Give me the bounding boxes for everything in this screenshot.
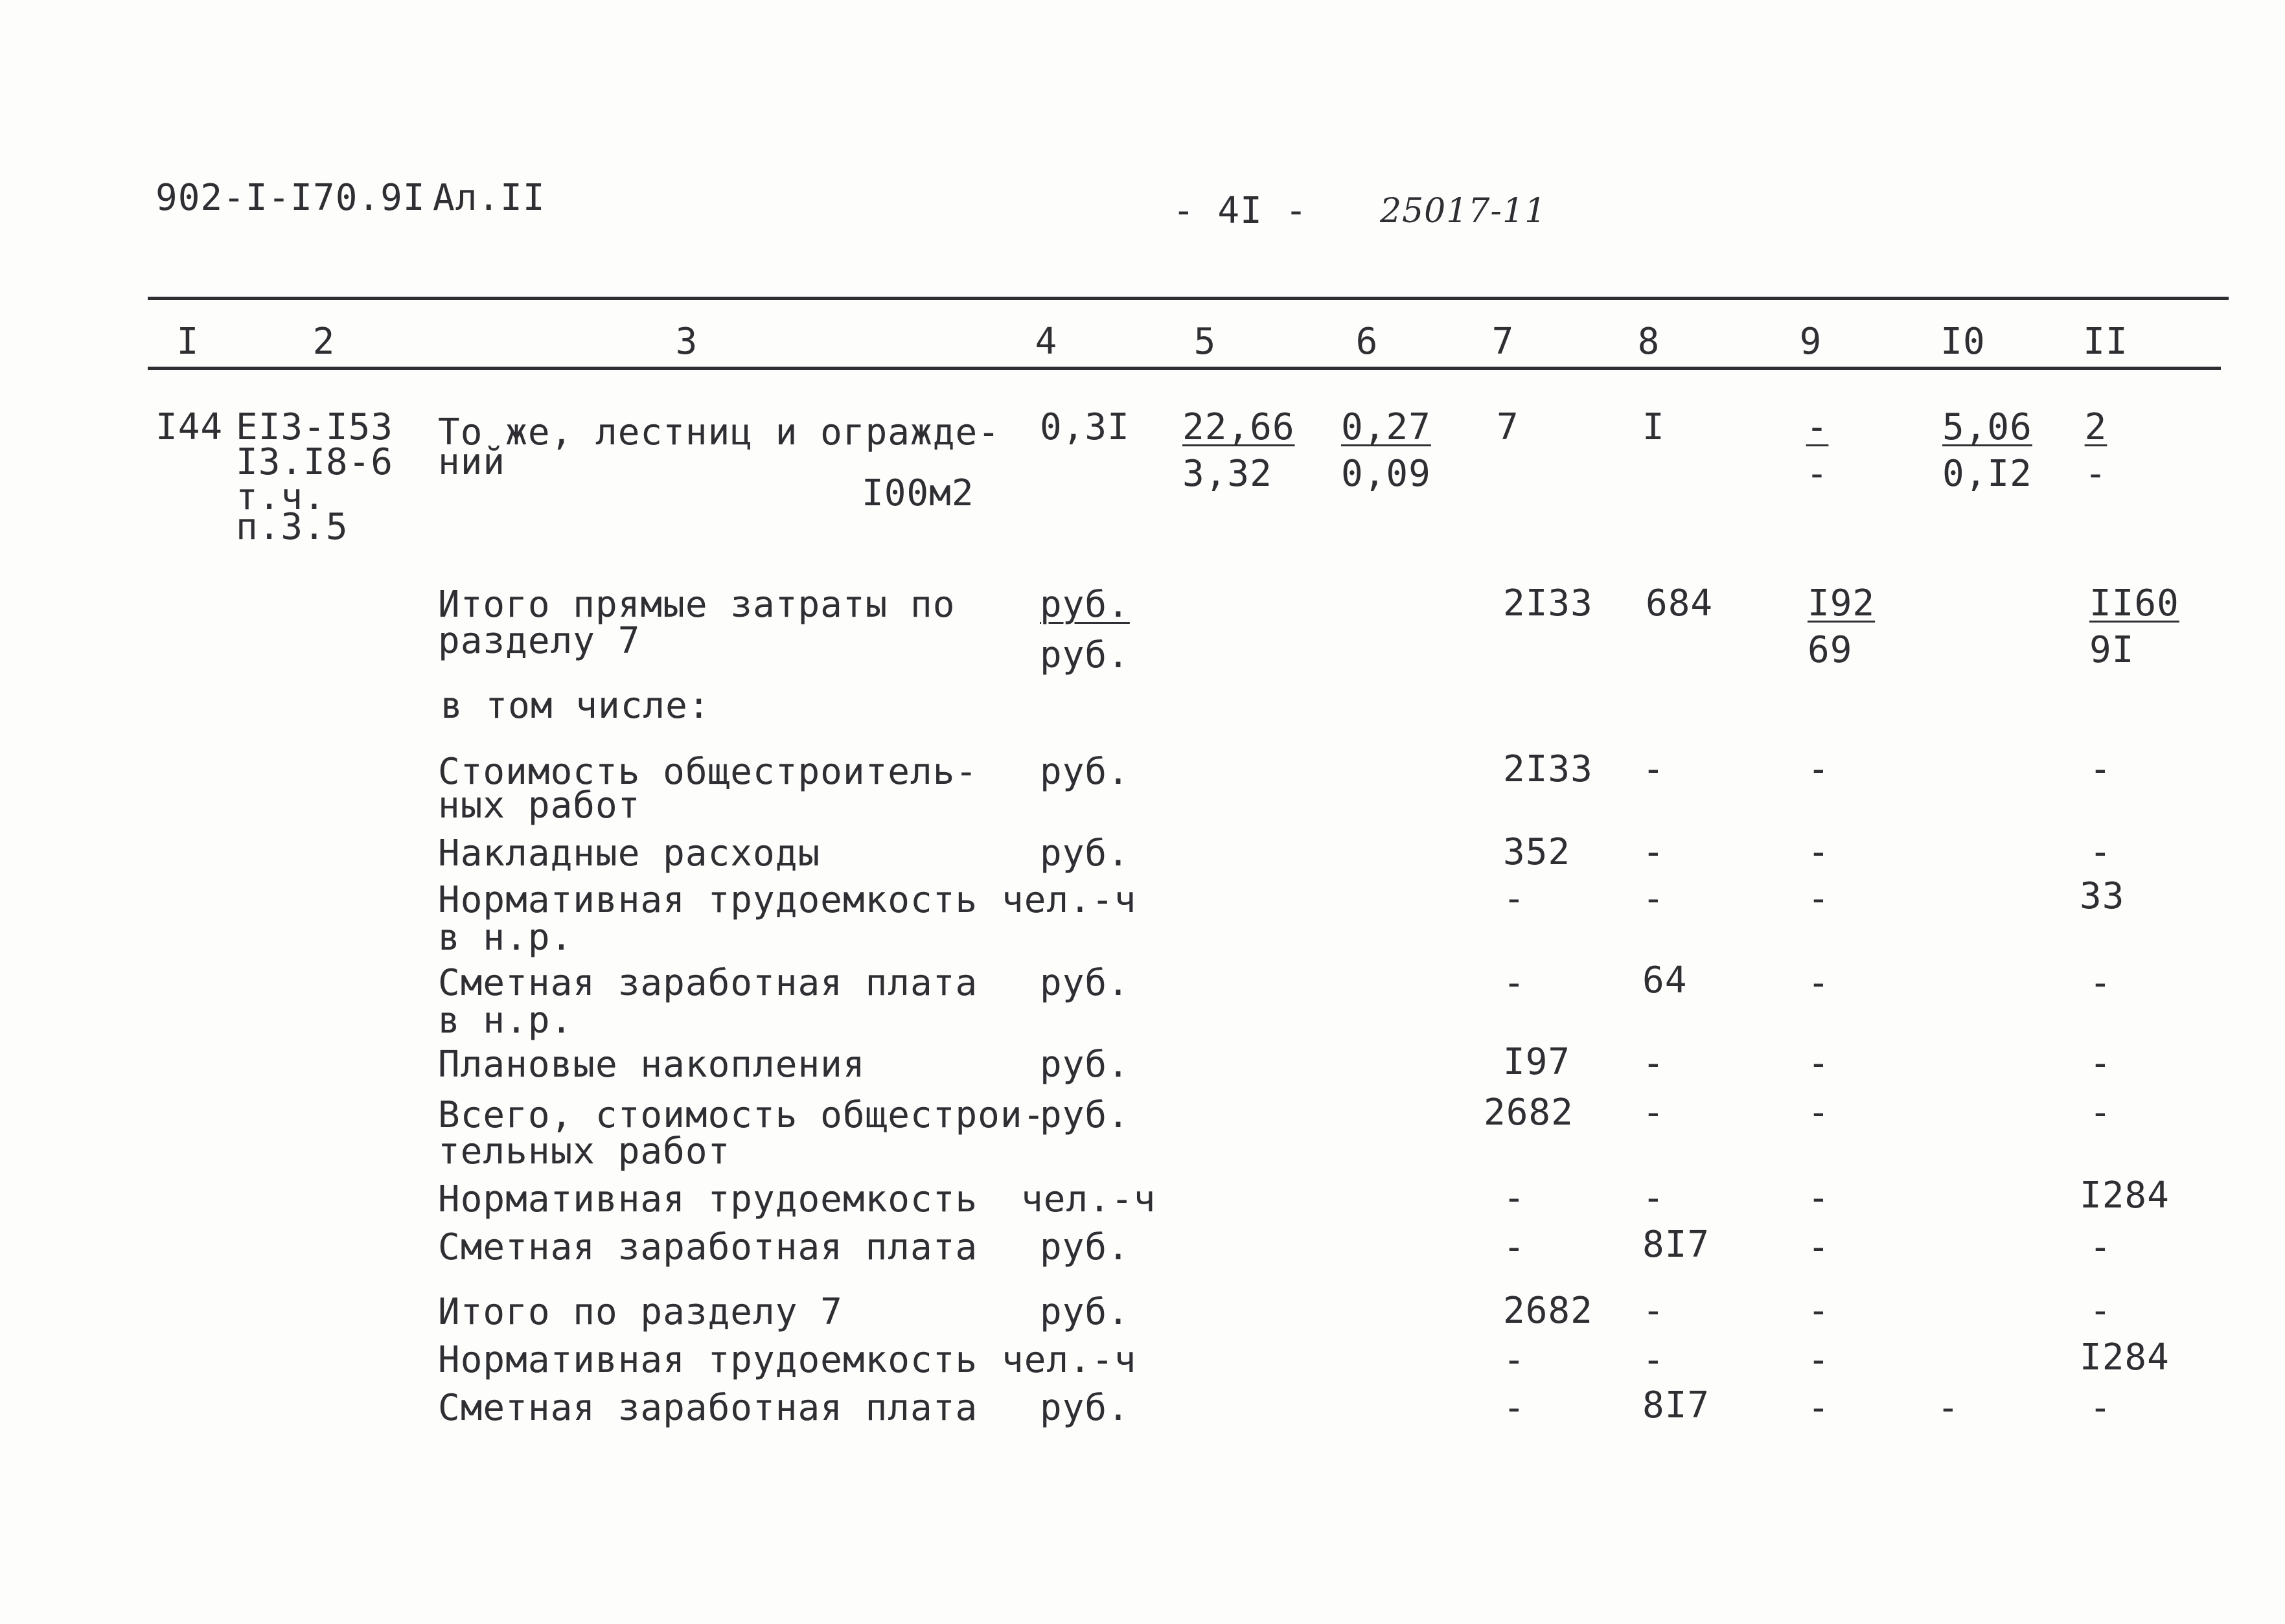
row-col9: - <box>1808 878 1830 920</box>
row-col7: - <box>1503 878 1526 920</box>
table-top-rule <box>148 297 2229 300</box>
row-col11: - <box>2089 831 2112 873</box>
column-number: 4 <box>1035 321 1058 363</box>
row-col11: - <box>2089 1042 2112 1084</box>
row-description-line: в н.р. <box>438 1000 573 1042</box>
column-number: 2 <box>312 321 336 363</box>
row-description-line: в н.р. <box>438 917 573 959</box>
row-unit: руб. <box>1040 1044 1130 1086</box>
row-unit: руб. <box>1040 1226 1130 1268</box>
row-col8: 64 <box>1642 959 1688 1001</box>
row-col9: - <box>1808 1226 1830 1268</box>
direct-costs-description-line: Итого прямые затраты по <box>438 584 956 626</box>
item-code-line: п.3.5 <box>236 506 349 548</box>
row-col7: - <box>1503 1177 1526 1219</box>
item-code-line: I3.I8-6 <box>236 441 394 483</box>
row-col9: - <box>1808 962 1830 1004</box>
row-col8: - <box>1642 1177 1665 1219</box>
row-unit: руб. <box>1040 751 1130 793</box>
item-col10-top: 5,06 <box>1942 406 2032 448</box>
item-code-line: т.ч. <box>236 476 326 518</box>
row-col7: 2I33 <box>1503 748 1593 790</box>
column-number: II <box>2083 321 2128 363</box>
direct-costs-description-line: разделу 7 <box>438 620 641 662</box>
row-col11: 33 <box>2080 875 2125 917</box>
item-description-line: ний <box>438 441 506 483</box>
item-col5-top: 22,66 <box>1182 406 1295 448</box>
table-header-bottom-rule <box>148 367 2221 370</box>
row-unit: чел.-ч <box>1002 1339 1137 1381</box>
column-number: 3 <box>675 321 698 363</box>
column-number: 7 <box>1491 321 1515 363</box>
row-col9: - <box>1808 1042 1830 1084</box>
row-col7: 2682 <box>1484 1092 1574 1134</box>
column-number: 8 <box>1637 321 1660 363</box>
direct-costs-col9-top: I92 <box>1808 582 1876 624</box>
row-description-line: Сметная заработная плата <box>438 1387 978 1429</box>
item-col7: 7 <box>1497 406 1519 448</box>
row-col11: I284 <box>2080 1336 2170 1378</box>
row-col7: - <box>1503 1226 1526 1268</box>
item-col5-bottom: 3,32 <box>1182 453 1272 495</box>
item-col10-bottom: 0,I2 <box>1942 453 2032 495</box>
item-col6-top: 0,27 <box>1341 406 1431 448</box>
item-description-line: То же, лестниц и огражде- <box>438 411 1000 453</box>
row-description-line: Итого по разделу 7 <box>438 1291 843 1333</box>
column-number: I0 <box>1940 321 1986 363</box>
row-description-line: тельных работ <box>438 1130 731 1172</box>
item-code-line: EI3-I53 <box>236 406 394 448</box>
including-label: в том числе: <box>441 685 711 727</box>
page-number: - 4I - <box>1173 190 1308 232</box>
row-col8: 8I7 <box>1642 1224 1710 1266</box>
row-description-line: ных работ <box>438 784 641 827</box>
row-unit: руб. <box>1040 962 1130 1004</box>
direct-costs-col7: 2I33 <box>1503 582 1593 624</box>
row-description-line: Сметная заработная плата <box>438 962 978 1004</box>
direct-costs-col9-bottom: 69 <box>1808 629 1853 671</box>
row-description-line: Накладные расходы <box>438 832 821 875</box>
row-col8: - <box>1642 748 1665 790</box>
row-description-line: Нормативная трудоемкость <box>438 879 978 921</box>
row-description-line: Сметная заработная плата <box>438 1226 978 1268</box>
row-col11: - <box>2089 1226 2112 1268</box>
row-col11: - <box>2089 962 2112 1004</box>
row-col11: - <box>2089 1387 2112 1429</box>
item-quantity: 0,3I <box>1040 406 1130 448</box>
row-col7: - <box>1503 1339 1526 1381</box>
item-unit: I00м2 <box>862 472 974 514</box>
item-col9-bottom: - <box>1806 453 1829 495</box>
row-col10: - <box>1937 1387 1960 1429</box>
handwritten-reference: 25017-11 <box>1380 192 1547 231</box>
column-number: I <box>176 321 200 363</box>
row-unit: чел.-ч <box>1021 1178 1156 1220</box>
item-number: I44 <box>155 406 224 448</box>
row-unit: руб. <box>1040 1291 1130 1333</box>
row-col9: - <box>1808 831 1830 873</box>
row-col7: I97 <box>1503 1041 1571 1083</box>
row-col8: - <box>1642 1339 1665 1381</box>
row-col7: 352 <box>1503 831 1571 873</box>
row-col8: - <box>1642 831 1665 873</box>
row-col9: - <box>1808 1290 1830 1332</box>
row-col7: - <box>1503 1387 1526 1429</box>
row-col9: - <box>1808 748 1830 790</box>
column-number: 6 <box>1355 321 1379 363</box>
column-number: 9 <box>1799 321 1822 363</box>
direct-costs-col8: 684 <box>1646 582 1714 624</box>
row-col11: - <box>2089 748 2112 790</box>
row-col9: - <box>1808 1387 1830 1429</box>
row-col9: - <box>1808 1339 1830 1381</box>
row-col8: - <box>1642 1042 1665 1084</box>
row-description-line: Нормативная трудоемкость <box>438 1178 978 1220</box>
row-col8: 8I7 <box>1642 1384 1710 1426</box>
item-col8: I <box>1642 406 1665 448</box>
row-description-line: Плановые накопления <box>438 1044 866 1086</box>
row-unit: руб. <box>1040 1387 1130 1429</box>
direct-costs-col11-bottom: 9I <box>2089 629 2135 671</box>
row-col11: - <box>2089 1290 2112 1332</box>
row-description-line: Стоимость общестроитель- <box>438 751 978 793</box>
direct-costs-unit-bottom: руб. <box>1040 634 1130 676</box>
item-col11-top: 2 <box>2084 406 2107 448</box>
row-unit: руб. <box>1040 832 1130 875</box>
row-col9: - <box>1808 1092 1830 1134</box>
row-col11: I284 <box>2080 1174 2170 1217</box>
document-code: 902-I-I70.9I <box>155 177 426 219</box>
row-description-line: Нормативная трудоемкость <box>438 1339 978 1381</box>
row-col8: - <box>1642 878 1665 920</box>
direct-costs-col11-top: II60 <box>2089 582 2179 624</box>
item-col9-top: - <box>1806 406 1829 448</box>
row-col11: - <box>2089 1092 2112 1134</box>
row-description-line: Всего, стоимость общестрои- <box>438 1094 1046 1136</box>
row-col8: - <box>1642 1092 1665 1134</box>
row-col7: 2682 <box>1503 1290 1593 1332</box>
sheet-label: Ал.II <box>433 177 545 219</box>
item-col11-bottom: - <box>2084 453 2107 495</box>
row-col7: - <box>1503 962 1526 1004</box>
item-col6-bottom: 0,09 <box>1341 453 1431 495</box>
direct-costs-unit-top: руб. <box>1040 584 1130 626</box>
row-col8: - <box>1642 1290 1665 1332</box>
row-col9: - <box>1808 1177 1830 1219</box>
column-number: 5 <box>1193 321 1217 363</box>
row-unit: руб. <box>1040 1094 1130 1136</box>
row-unit: чел.-ч <box>1002 879 1137 921</box>
